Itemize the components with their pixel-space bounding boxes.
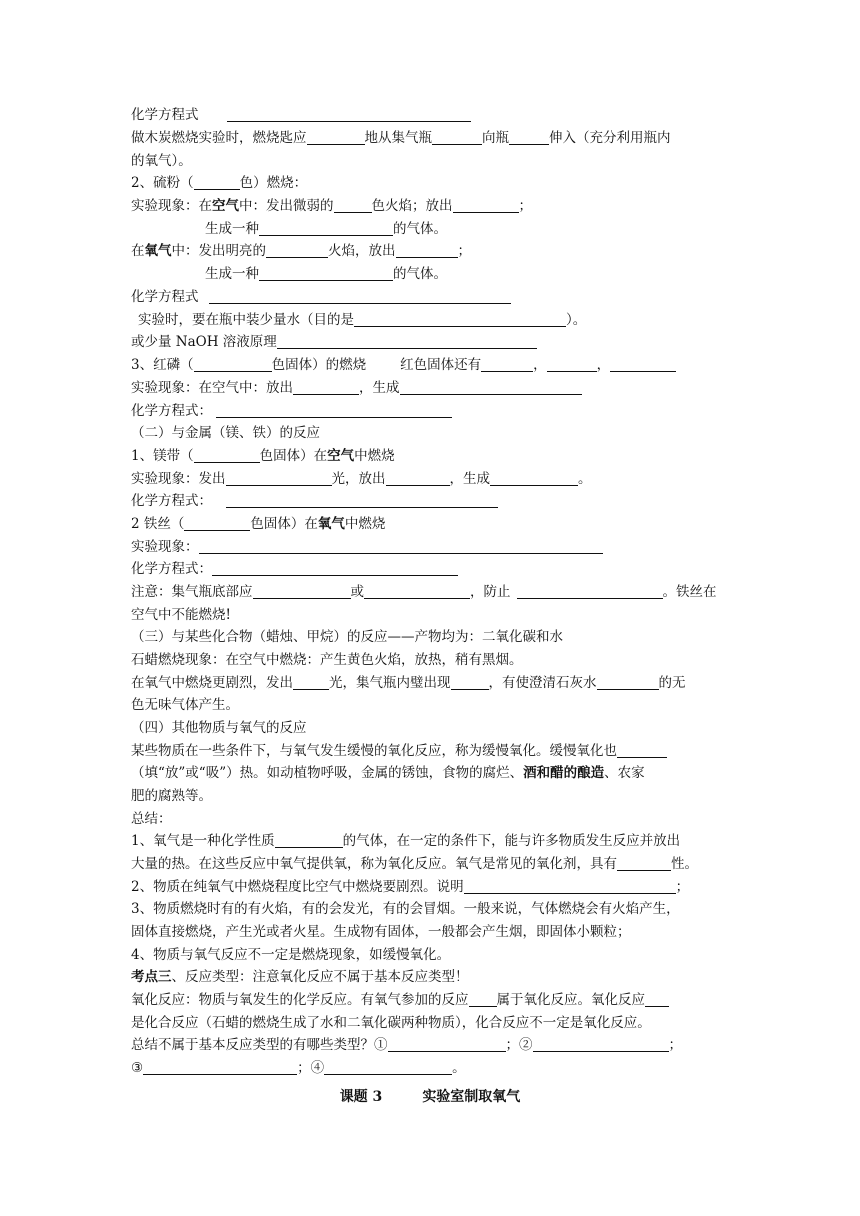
fill-blank[interactable] [266, 242, 328, 258]
fill-blank[interactable] [617, 855, 671, 871]
text: 伸入（充分利用瓶内 [549, 130, 671, 146]
doc-line [131, 422, 732, 445]
doc-line [131, 921, 732, 944]
doc-line [131, 400, 732, 423]
doc-line [205, 218, 732, 241]
fill-blank[interactable] [253, 583, 351, 599]
text: ）。 [566, 312, 587, 328]
doc-line [131, 172, 732, 195]
fill-blank[interactable] [184, 515, 250, 531]
text: 3、物质燃烧时有的有火焰，有的会发光，有的会冒烟。一般来说，气体燃烧会有火焰产生， [131, 901, 680, 917]
fill-blank[interactable] [216, 402, 452, 418]
text: 的氧气）。 [131, 153, 192, 169]
fill-blank[interactable] [194, 447, 260, 463]
section-heading: （二）与金属（镁、铁）的反应 [131, 425, 320, 441]
text: ，有使澄清石灰水 [488, 675, 597, 691]
text: 色固体）在 [250, 516, 318, 532]
doc-line [131, 808, 732, 831]
doc-line [131, 536, 732, 559]
text: 实验现象：发出 [131, 471, 226, 487]
text: 石蜡燃烧现象：在空气中燃烧：产生黄色火焰，放热，稍有黑烟。 [131, 652, 523, 668]
text: 。铁丝在 [662, 584, 717, 600]
fill-blank[interactable] [212, 560, 458, 576]
doc-line [131, 1057, 732, 1080]
text: 属于氧化反应。氧化反应 [496, 992, 645, 1008]
text: 中：发出微弱的 [239, 198, 334, 214]
text-bold: 空气 [212, 198, 239, 214]
doc-line [131, 649, 732, 672]
doc-line [131, 966, 732, 989]
fill-blank[interactable] [547, 356, 597, 372]
doc-line [131, 898, 732, 921]
text: 光，集气瓶内璧出现 [329, 675, 451, 691]
fill-blank[interactable] [517, 583, 663, 599]
fill-blank[interactable] [259, 220, 393, 236]
text: ③ [131, 1060, 144, 1076]
doc-line [131, 740, 732, 763]
text: 光，放出 [331, 471, 386, 487]
text: 中燃烧 [344, 516, 386, 532]
text: 固体直接燃烧，产生光或者火星。生成物有固体，一般都会产生烟，即固体小颗粒； [131, 924, 631, 940]
text: ； [457, 243, 471, 259]
fill-blank[interactable] [386, 470, 450, 486]
text: ； [668, 1037, 682, 1053]
text: 或 [350, 584, 364, 600]
fill-blank[interactable] [432, 129, 482, 145]
doc-line [131, 853, 732, 876]
text: ，生成 [449, 471, 490, 487]
text: 实验现象： [131, 539, 199, 555]
text: 化学方程式： [131, 403, 212, 419]
text: 在氧气中燃烧更剧烈，发出 [131, 675, 293, 691]
text: 2、硫粉（ [131, 175, 194, 191]
text: 总结不属于基本反应类型的有哪些类型？① [131, 1037, 388, 1053]
text: 或少量 NaOH 溶液原理 [131, 334, 277, 350]
fill-blank[interactable] [388, 1036, 506, 1052]
text: 色火焰；放出 [371, 198, 453, 214]
section-heading: （三）与某些化合物（蜡烛、甲烷）的反应——产物均为：二氧化碳和水 [131, 629, 563, 645]
text: 。 [578, 471, 592, 487]
text: 2、物质在纯氧气中燃烧程度比空气中燃烧要剧烈。说明 [131, 879, 464, 895]
fill-blank[interactable] [645, 991, 669, 1007]
fill-blank[interactable] [453, 197, 519, 213]
text-bold: 空气 [327, 448, 355, 464]
doc-line [131, 445, 732, 468]
text: 是化合反应（石蜡的燃烧生成了水和二氧化碳两种物质），化合反应不一定是氧化反应。 [131, 1015, 651, 1031]
lesson-name: 实验室制取氧气 [422, 1089, 521, 1105]
text: 氧化反应：物质与氧发生的化学反应。有氧气参加的反应 [131, 992, 469, 1008]
fill-blank[interactable] [481, 356, 533, 372]
doc-line [131, 104, 732, 127]
doc-line [131, 195, 732, 218]
text: （填“放”或“吸”）热。如动植物呼吸，金属的锈蚀，食物的腐烂、 [131, 765, 524, 781]
text: ， [533, 357, 547, 373]
fill-blank[interactable] [293, 674, 329, 690]
doc-line [131, 581, 732, 604]
text: ；④ [297, 1060, 325, 1076]
text-bold: 酒和醋的酿造 [523, 765, 605, 781]
text: 的无 [658, 675, 686, 691]
doc-line [131, 331, 732, 354]
text: 地从集气瓶 [364, 130, 432, 146]
text: 。 [452, 1060, 466, 1076]
text: 生成一种 [205, 266, 259, 282]
fill-blank[interactable] [490, 470, 578, 486]
text: 3、红磷（ [131, 357, 194, 373]
fill-blank[interactable] [226, 492, 498, 508]
text: 2 铁丝（ [131, 516, 185, 532]
fill-blank[interactable] [275, 832, 343, 848]
fill-blank[interactable] [364, 583, 470, 599]
doc-line [205, 263, 732, 286]
fill-blank[interactable] [354, 311, 566, 327]
text: 注意：集气瓶底部应 [131, 584, 253, 600]
text: 、农家 [604, 765, 645, 781]
text: ； [675, 879, 690, 895]
doc-line [131, 694, 732, 717]
fill-blank[interactable] [469, 991, 497, 1007]
fill-blank[interactable] [451, 674, 489, 690]
text: 色固体）的燃烧 [271, 357, 367, 373]
text: 大量的热。在这些反应中氧气提供氧，称为氧化反应。氧气是常见的氧化剂，具有 [131, 856, 617, 872]
doc-line [131, 354, 732, 377]
text-bold: 氧气 [317, 516, 345, 532]
fill-blank[interactable] [617, 742, 667, 758]
doc-line [131, 377, 732, 400]
fill-blank[interactable] [199, 538, 603, 554]
text: 向瓶 [482, 130, 509, 146]
fill-blank[interactable] [227, 106, 471, 122]
text: 空气中不能燃烧! [131, 607, 231, 623]
doc-line [131, 785, 732, 808]
fill-blank[interactable] [396, 242, 458, 258]
text: 色）燃烧： [239, 175, 308, 191]
fill-blank[interactable] [143, 1059, 297, 1075]
fill-blank[interactable] [307, 129, 365, 145]
text: 化学方程式 [131, 289, 199, 305]
fill-blank[interactable] [324, 1059, 452, 1075]
fill-blank[interactable] [509, 129, 549, 145]
doc-line [131, 240, 732, 263]
doc-line [131, 150, 732, 173]
doc-line [131, 1034, 732, 1057]
doc-line [131, 944, 732, 967]
text-bold: 氧气 [144, 243, 172, 259]
lesson-number: 课题 3 [339, 1089, 383, 1105]
text: 某些物质在一些条件下，与氧气发生缓慢的氧化反应，称为缓慢氧化。缓慢氧化也 [131, 743, 617, 759]
text: 红色固体还有 [400, 357, 482, 373]
text: 总结： [131, 811, 172, 827]
fill-blank[interactable] [259, 265, 393, 281]
doc-line [131, 989, 732, 1012]
text: 4、物质与氧气反应不一定是燃烧现象，如缓慢氧化。 [131, 947, 451, 963]
doc-line [138, 309, 732, 332]
text: 性。 [671, 856, 698, 872]
fill-blank[interactable] [293, 379, 359, 395]
doc-line [131, 830, 732, 853]
fill-blank[interactable] [194, 174, 240, 190]
doc-line [131, 626, 732, 649]
fill-blank[interactable] [533, 1036, 669, 1052]
text: 色固体）在 [259, 448, 328, 464]
fill-blank[interactable] [194, 356, 272, 372]
doc-line [131, 672, 732, 695]
doc-line [131, 762, 732, 785]
text: 的气体。 [393, 266, 447, 282]
doc-line [131, 604, 732, 627]
doc-line [131, 468, 732, 491]
text: 的气体。 [393, 221, 447, 237]
text: ，生成 [359, 380, 400, 396]
doc-line [131, 127, 732, 150]
text: 实验现象：在空气中：放出 [131, 380, 293, 396]
text: 肥的腐熟等。 [131, 788, 212, 804]
text: ；② [505, 1037, 533, 1053]
text: ， [596, 357, 611, 373]
text: 色无味气体产生。 [131, 697, 239, 713]
text: 中：发出明亮的 [171, 243, 266, 259]
doc-line [131, 286, 732, 309]
fill-blank[interactable] [277, 333, 537, 349]
text-bold: 考点三 [131, 969, 172, 985]
fill-blank[interactable] [209, 288, 511, 304]
text: ； [518, 198, 532, 214]
text: 1、氧气是一种化学性质 [131, 833, 275, 849]
text: 化学方程式： [131, 561, 212, 577]
text: 实验时，要在瓶中装少量水（目的是 [138, 312, 354, 328]
text: 实验现象：在 [131, 198, 212, 214]
fill-blank[interactable] [334, 197, 372, 213]
text: 化学方程式 [131, 107, 199, 123]
doc-line [131, 1012, 732, 1035]
lesson-title [0, 1086, 860, 1109]
fill-blank[interactable] [597, 674, 659, 690]
fill-blank[interactable] [464, 878, 676, 894]
doc-line [131, 717, 732, 740]
doc-line [131, 558, 732, 581]
fill-blank[interactable] [610, 356, 676, 372]
text: 做木炭燃烧实验时，燃烧匙应 [131, 130, 307, 146]
text: 、反应类型：注意氧化反应不属于基本反应类型！ [171, 969, 469, 985]
text: 生成一种 [205, 221, 259, 237]
doc-line [131, 876, 732, 899]
text: 1、镁带（ [131, 448, 194, 464]
text: 在 [131, 243, 145, 259]
doc-line [131, 490, 732, 513]
text: 化学方程式： [131, 493, 212, 509]
doc-line [131, 513, 732, 536]
fill-blank[interactable] [400, 379, 582, 395]
fill-blank[interactable] [226, 470, 332, 486]
text: ，防止 [470, 584, 511, 600]
text: 火焰，放出 [328, 243, 396, 259]
text: 中燃烧 [354, 448, 395, 464]
text: 的气体，在一定的条件下，能与许多物质发生反应并放出 [342, 833, 681, 849]
section-heading: （四）其他物质与氧气的反应 [131, 720, 307, 736]
